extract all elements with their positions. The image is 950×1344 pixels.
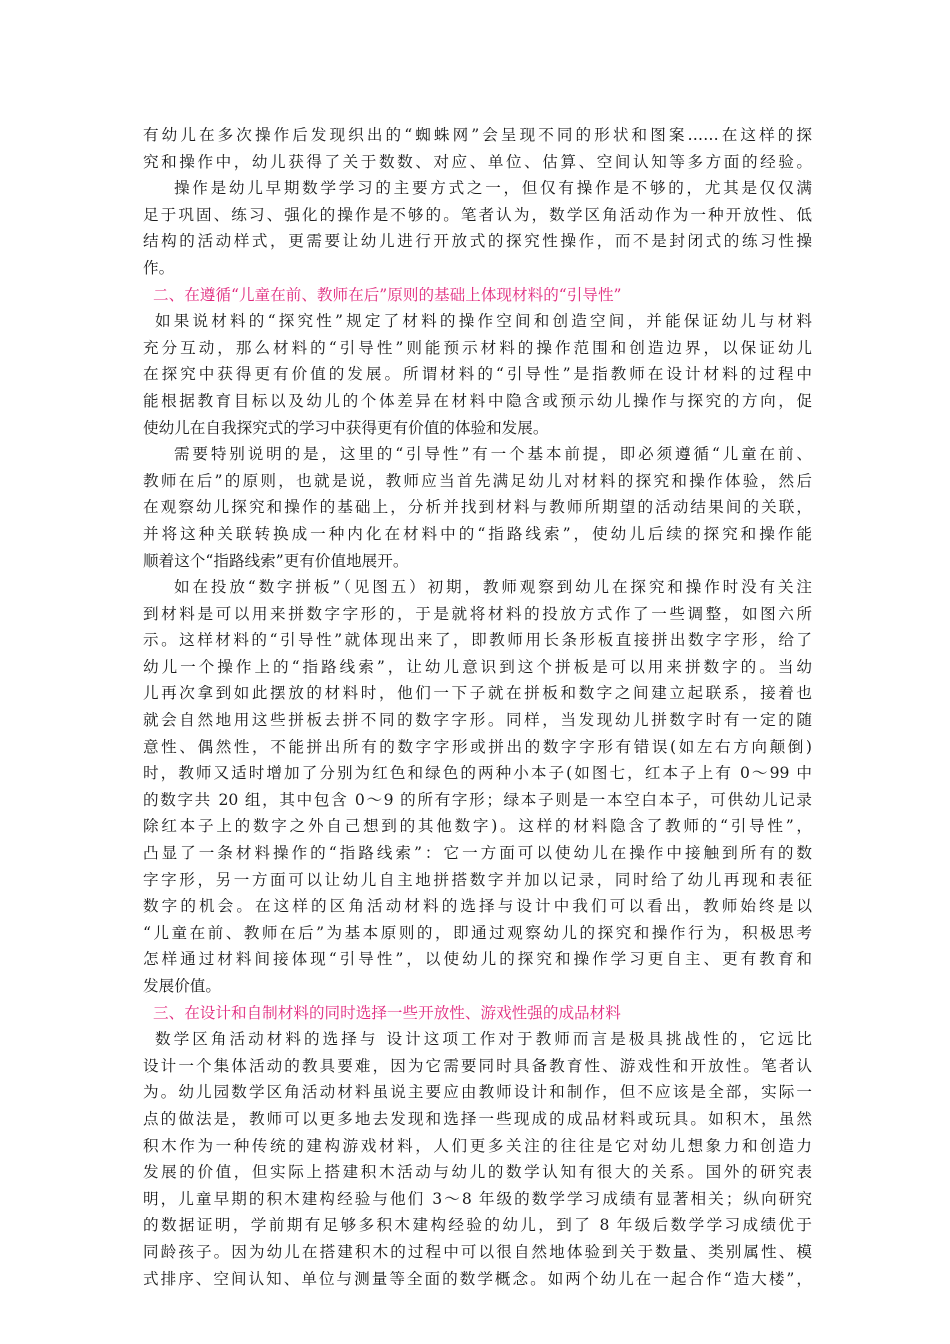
text-line: 教师在后”的原则，也就是说，教师应当首先满足幼儿对材料的探究和操作体验，然后 bbox=[143, 471, 812, 490]
text-line: 在观察幼儿探究和操作的基础上，分析并找到材料与教师所期望的活动结果间的关联， bbox=[143, 498, 812, 517]
text-line: 意性、偶然性，不能拼出所有的数字字形或拼出的数字字形有错误(如左右方向颠倒) bbox=[143, 737, 812, 756]
text-line: 同龄孩子。因为幼儿在搭建积木的过程中可以很自然地体验到关于数量、类别属性、模 bbox=[143, 1242, 812, 1261]
text-line: 为。幼儿园数学区角活动材料虽说主要应由教师设计和制作，但不应该是全部，实际一 bbox=[143, 1083, 812, 1102]
text-line: 就会自然地用这些拼板去拼不同的数字字形。同样，当发现幼儿拼数字时有一定的随 bbox=[143, 711, 812, 730]
text-line: 凸显了一条材料操作的“指路线索”：它一方面可以使幼儿在操作中接触到所有的数 bbox=[143, 844, 812, 863]
text-line: 如果说材料的“探究性”规定了材料的操作空间和创造空间，并能保证幼儿与材料 bbox=[155, 312, 812, 331]
text-line: 如在投放“数字拼板”（见图五）初期，教师观察到幼儿在探究和操作时没有关注 bbox=[174, 578, 812, 597]
text-line: 设计一个集体活动的教具要难，因为它需要同时具备教育性、游戏性和开放性。笔者认 bbox=[143, 1056, 812, 1075]
text-line: 有幼儿在多次操作后发现织出的“蜘蛛网”会呈现不同的形状和图案……在这样的探 bbox=[143, 126, 812, 144]
section-heading-2: 二、在遵循“儿童在前、教师在后”原则的基础上体现材料的“引导性” bbox=[153, 285, 622, 304]
section-heading-3: 三、在设计和自制材料的同时选择一些开放性、游戏性强的成品材料 bbox=[153, 1003, 621, 1022]
text-line: 明，儿童早期的积木建构经验与他们 3～8 年级的数学学习成绩有显著相关；纵向研究 bbox=[143, 1189, 812, 1208]
text-line: 字字形，另一方面可以让幼儿自主地拼搭数字并加以记录，同时给了幼儿再现和表征 bbox=[143, 870, 812, 889]
text-line: “儿童在前、教师在后”为基本原则的，即通过观察幼儿的探究和操作行为，积极思考 bbox=[143, 923, 812, 942]
text-line: 发展的价值，但实际上搭建积木活动与幼儿的数学认知有很大的关系。国外的研究表 bbox=[143, 1163, 812, 1182]
text-line: 操作是幼儿早期数学学习的主要方式之一，但仅有操作是不够的，尤其是仅仅满 bbox=[174, 179, 812, 198]
text-line: 需要特别说明的是，这里的“引导性”有一个基本前提，即必须遵循“儿童在前、 bbox=[174, 445, 812, 464]
text-line: 能根据教育目标以及幼儿的个体差异在材料中隐含或预示幼儿操作与探究的方向，促 bbox=[143, 391, 812, 410]
text-line: 时，教师又适时增加了分别为红色和绿色的两种小本子(如图七，红本子上有 0～99 中 bbox=[143, 764, 812, 783]
text-line: 除红本子上的数字之外自己想到的其他数字)。这样的材料隐含了教师的“引导性”， bbox=[143, 817, 812, 836]
text-line: 示。这样材料的“引导性”就体现出来了，即教师用长条形板直接拼出数字字形，给了 bbox=[143, 631, 812, 650]
text-line: 怎样通过材料间接体现“引导性”，以使幼儿的探究和操作学习更自主、更有教育和 bbox=[143, 950, 812, 969]
text-line: 充分互动，那么材料的“引导性”则能预示材料的操作范围和创造边界，以保证幼儿 bbox=[143, 338, 812, 357]
text-line: 顺着这个“指路线索”更有价值地展开。 bbox=[143, 551, 409, 570]
text-line: 的数字共 20 组，其中包含 0～9 的所有字形；绿本子则是一本空白本子，可供幼儿记录 bbox=[143, 790, 812, 809]
text-line: 作。 bbox=[143, 258, 175, 277]
text-line: 并将这种关联转换成一种内化在材料中的“指路线索”，使幼儿后续的探究和操作能 bbox=[143, 524, 812, 543]
text-line: 究和操作中，幼儿获得了关于数数、对应、单位、估算、空间认知等多方面的经验。 bbox=[143, 152, 812, 171]
text-line: 积木作为一种传统的建构游戏材料，人们更多关注的往往是它对幼儿想象力和创造力 bbox=[143, 1136, 812, 1155]
text-line: 的数据证明，学前期有足够多积木建构经验的幼儿，到了 8 年级后数学学习成绩优于 bbox=[143, 1216, 812, 1235]
text-line: 数字的机会。在这样的区角活动材料的选择与设计中我们可以看出，教师始终是以 bbox=[143, 897, 812, 916]
text-line: 足于巩固、练习、强化的操作是不够的。笔者认为，数学区角活动作为一种开放性、低 bbox=[143, 205, 812, 224]
text-line: 到材料是可以用来拼数字字形的，于是就将材料的投放方式作了一些调整，如图六所 bbox=[143, 604, 812, 623]
text-line: 儿再次拿到如此摆放的材料时，他们一下子就在拼板和数字之间建立起联系，接着也 bbox=[143, 684, 812, 703]
text-line: 使幼儿在自我探究式的学习中获得更有价值的体验和发展。 bbox=[143, 418, 549, 437]
text-line: 结构的活动样式，更需要让幼儿进行开放式的探究性操作，而不是封闭式的练习性操 bbox=[143, 232, 812, 251]
text-line: 发展价值。 bbox=[143, 977, 221, 995]
text-line: 在探究中获得更有价值的发展。所谓材料的“引导性”是指教师在设计材料的过程中 bbox=[143, 365, 812, 384]
text-line: 幼儿一个操作上的“指路线索”，让幼儿意识到这个拼板是可以用来拼数字的。当幼 bbox=[143, 657, 812, 676]
text-line: 数学区角活动材料的选择与 设计这项工作对于教师而言是极具挑战性的，它远比 bbox=[155, 1030, 812, 1049]
text-line: 点的做法是，教师可以更多地去发现和选择一些现成的成品材料或玩具。如积木，虽然 bbox=[143, 1109, 812, 1128]
document-body bbox=[143, 122, 812, 1292]
text-line: 式排序、空间认知、单位与测量等全面的数学概念。如两个幼儿在一起合作“造大楼”， bbox=[143, 1269, 812, 1288]
